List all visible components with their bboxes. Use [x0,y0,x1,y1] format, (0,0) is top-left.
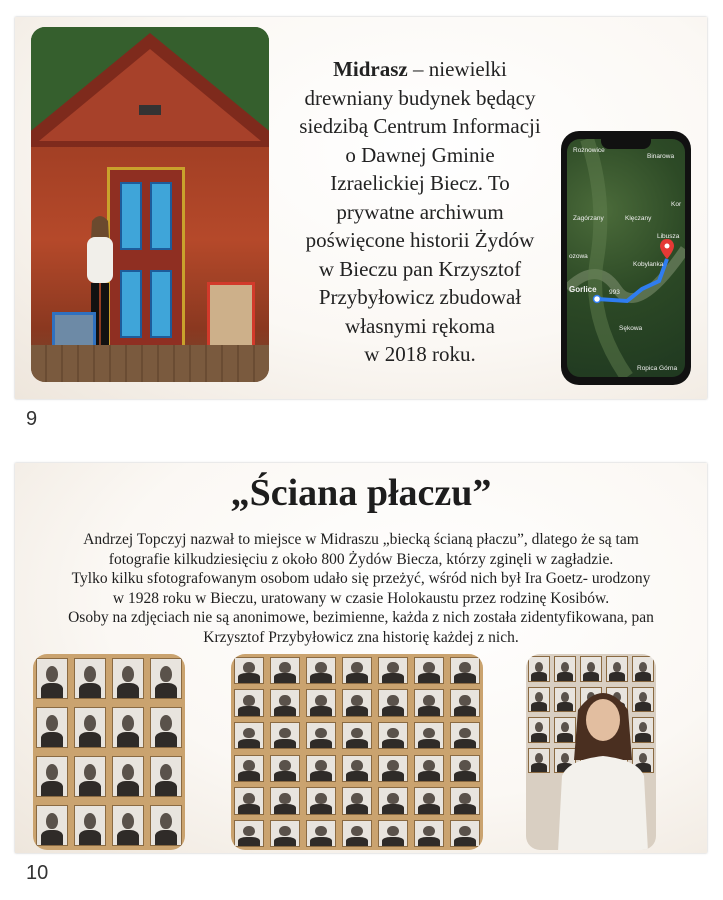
portrait-photo [150,658,182,699]
portrait-photo [36,658,68,699]
portrait-photo [450,820,480,847]
portrait-photo [74,707,106,748]
map-label: Libusza [657,233,680,240]
road-number: 993 [609,289,620,296]
portrait-photo [414,820,444,847]
paragraph-line: Tylko kilku sfotografowanym osobom udało się przeżyć, wśród nich był Ira Goetz- urodzony [71,570,651,587]
portrait-photo [270,820,300,847]
map-label: Kobylanka [633,261,664,268]
slide-title: „Ściana płaczu” [230,472,492,514]
text-line: poświęcone historii Żydów [305,228,535,252]
portrait-photo [378,722,408,749]
midrasz-bold-word: Midrasz [333,57,408,81]
wooden-deck [31,345,269,382]
portrait-photo [270,657,300,684]
visitor-figure [548,680,656,850]
portrait-photo [306,820,336,847]
text-line: w 2018 roku. [364,342,476,366]
portrait-photo [632,656,654,682]
phone-notch [601,139,651,149]
map-label: Gorlice [569,285,597,294]
portrait-photo [378,657,408,684]
map-label: Zagórzany [573,215,604,222]
paragraph-line: w 1928 roku w Bieczu, uratowany w czasie Holokaustu przez rodzinę Kosibów. [112,589,610,607]
portrait-photo [528,717,550,743]
portrait-grid [33,654,185,850]
text-line: własnymi rękoma [345,313,495,338]
portrait-photo [580,656,602,682]
map-label: Rożnowice [573,147,605,154]
portrait-photo [234,787,264,814]
paragraph-line: Krzysztof Przybyłowicz zna historię każdej z nich. [203,628,519,646]
portrait-photo [150,707,182,748]
midrasz-description [275,55,565,369]
paragraph-line: Andrzej Topczyj nazwał to miejsce w Midraszu „biecką ścianą płaczu”, dlatego że są tam [83,531,639,548]
portrait-photo [306,787,336,814]
portrait-photo [74,805,106,846]
slide-10 [15,463,707,853]
portrait-photo [606,656,628,682]
portrait-photo [528,748,550,774]
portrait-photo [378,689,408,716]
portrait-photo [450,657,480,684]
portrait-photo [450,787,480,814]
portrait-photo [234,689,264,716]
portrait-photo [342,657,372,684]
portrait-photo [528,687,550,713]
text-line: w Bieczu pan Krzysztof [318,256,522,281]
portrait-photo [270,722,300,749]
portrait-photo [74,658,106,699]
portrait-photo [414,657,444,684]
portrait-photo [74,756,106,797]
portrait-photo [112,658,144,699]
portrait-photo [378,755,408,782]
text-line: prywatne archiwum [336,199,504,224]
portrait-photo [306,755,336,782]
portrait-photo [36,805,68,846]
portrait-photo [36,756,68,797]
paragraph-line: Osoby na zdjęciach nie są anonimowe, bezimienne, każda z nich została zidentyfikowana, pan [68,609,654,626]
portrait-photo [378,820,408,847]
map-pin-icon [660,239,674,259]
portrait-photo [378,787,408,814]
portrait-photo [306,689,336,716]
slide-9 [15,17,707,399]
portrait-photo [36,707,68,748]
text-line: siedzibą Centrum Informacji [299,114,541,138]
portrait-photo [270,689,300,716]
portrait-photo [554,656,576,682]
text-line: drewniany budynek będący [304,85,536,110]
portrait-photo [342,755,372,782]
portrait-photo [306,657,336,684]
portrait-photo [450,722,480,749]
portrait-photo [234,755,264,782]
portrait-photo [270,755,300,782]
portrait-photo [342,787,372,814]
portrait-photo [414,689,444,716]
portrait-photo [150,756,182,797]
portrait-photo [342,820,372,847]
portrait-photo [234,722,264,749]
portrait-photo [112,707,144,748]
map-screen [567,139,685,377]
map-label: ozowa [569,253,588,260]
portrait-photo [414,787,444,814]
portrait-photo [112,756,144,797]
portrait-photo [450,689,480,716]
map-label: Binarowa [647,153,675,160]
portrait-photo [342,722,372,749]
portrait-photo [306,722,336,749]
portrait-photo [414,722,444,749]
map-label: Klęczany [625,215,652,222]
page-number-10: 10 [26,862,49,884]
map-label: Ropica Górna [637,365,678,372]
midrasz-building-photo [31,27,269,382]
page-number-9: 9 [26,408,38,430]
portrait-grid [231,654,483,850]
text-line: – niewielki [407,57,507,81]
text-line: o Dawnej Gminie [345,142,495,167]
photo-wall-right [526,654,656,850]
portrait-photo [528,656,550,682]
portrait-photo [270,787,300,814]
portrait-photo [450,755,480,782]
portrait-photo [414,755,444,782]
wall-of-tears-description [23,530,699,647]
portrait-photo [234,657,264,684]
photo-wall-left [33,654,185,850]
photo-wall-center [231,654,483,850]
portrait-photo [234,820,264,847]
phone-map-image [561,131,691,385]
portrait-photo [150,805,182,846]
text-line: Przybyłowicz zbudował [318,285,522,309]
map-label: Sękowa [619,325,643,332]
paragraph-line: fotografie kilkudziesięciu z około 800 Żydów Biecza, którzy zginęli w zagładzie. [108,550,614,568]
map-label: Kor [671,201,682,208]
roof-illustration [31,27,269,147]
portrait-photo [342,689,372,716]
text-line: Izraelickiej Biecz. To [330,171,510,195]
portrait-photo [112,805,144,846]
